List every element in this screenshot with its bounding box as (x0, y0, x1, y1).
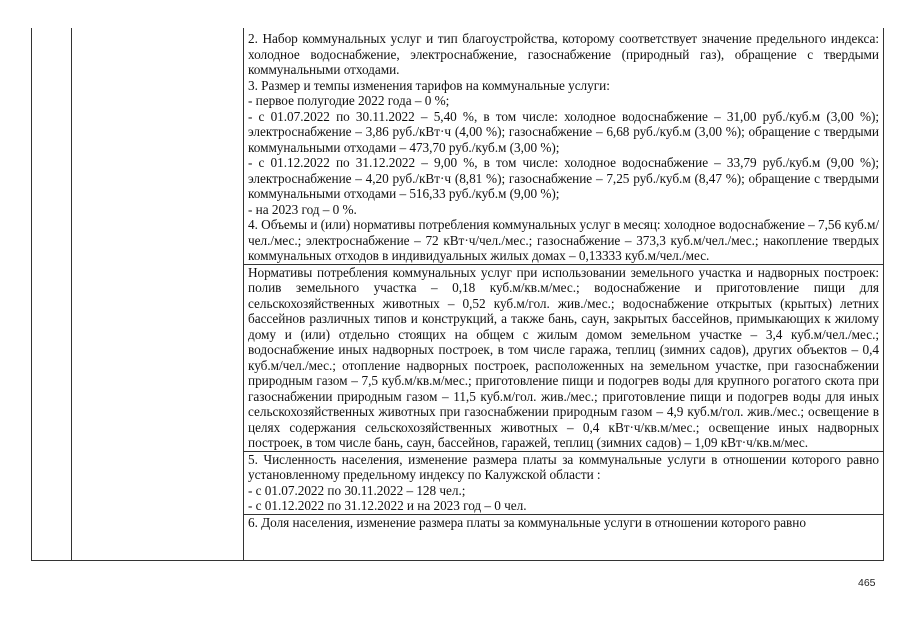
paragraph-land-norms: Нормативы потребления коммунальных услуг при использовании земельного участка и надворных построек: полив земельного участка – 0,18 куб.м/кв.м/мес.; водоснабжение и приготовление пищи для сельскохозяйственных животных – 0,52 куб.м/гол. жив./мес.; водоснабжение открытых (крытых) летних бассейнов различных типов и конструкций, а также бань, саун, закрытых бассейнов, примыкающих к жилому дому и (или) отдельно стоящих на общем с жилым домом земельном участке – 3,4 куб.м/чел./мес.; водоснабжение иных надворных построек, в том числе гаража, теплиц (зимних садов), других объектов – 0,4 куб.м/чел./мес.; отопление надворных построек, расположенных на земельном участке, при газоснабжении природным газом – 7,5 куб.м/кв.м/мес.; приготовление пищи и подогрев воды для крупного рогатого скота при газоснабжении природным газом – 11,5 куб.м/гол. жив./мес.; приготовление пищи и подогрев воды для иных сельскохозяйственных животных при газоснабжении природным газом – 4,9 куб.м/гол. жив./мес.; освещение в целях содержания сельскохозяйственных животных – 0,4 кВт·ч/кв.м/мес.; освещение иных надворных построек, в том числе бань, саун, бассейнов, гаражей, теплиц (зимних садов) – 1,09 кВт·ч/кв.м/мес. (248, 264, 879, 450)
document-table (31, 28, 884, 561)
paragraph-2023: - на 2023 год – 0 %. (248, 201, 357, 217)
table-column-number (32, 28, 72, 560)
paragraph-population-jul-nov: - с 01.07.2022 по 30.11.2022 – 128 чел.; (248, 482, 466, 498)
paragraph-item-2: 2. Набор коммунальных услуг и тип благоустройства, которому соответствует значение предельного индекса: холодное водоснабжение, электроснабжение, газоснабжение (природный газ), обращение с твердыми коммунальными отходами. (248, 31, 879, 77)
paragraph-tariffs-dec-2022: - с 01.12.2022 по 31.12.2022 – 9,00 %, в том числе: холодное водоснабжение – 33,79 руб./куб.м (9,00 %); электроснабжение – 4,20 руб./кВт·ч (8,81 %); газоснабжение – 7,25 руб./куб.м (8,47 %); обращение с твердыми коммунальными отходами – 516,33 руб./куб.м (9,00 %); (248, 155, 879, 201)
paragraph-population-dec-2023: - с 01.12.2022 по 31.12.2022 и на 2023 год – 0 чел. (248, 498, 527, 513)
page-number: 465 (858, 577, 876, 589)
paragraph-tariffs-jul-nov-2022: - с 01.07.2022 по 30.11.2022 – 5,40 %, в том числе: холодное водоснабжение – 31,00 руб./куб.м (3,00 %); электроснабжение – 3,86 руб./кВт·ч (4,00 %); газоснабжение – 6,68 руб./куб.м (3,00 %); обращение с твердыми коммунальными отходами – 473,70 руб./куб.м (3,00 %); (248, 108, 879, 155)
table-column-name (72, 28, 244, 560)
paragraph-item-4: 4. Объемы и (или) нормативы потребления коммунальных услуг в месяц: холодное водоснабжение – 7,56 куб.м/чел./мес.; электроснабжение – 72 кВт·ч/чел./мес.; газоснабжение – 373,3 куб.м/чел./мес.; накопление твердых коммунальных отходов в индивидуальных жилых домах – 0,13333 куб.м/чел./мес. (248, 217, 879, 263)
paragraph-first-half-2022: - первое полугодие 2022 года – 0 %; (248, 93, 450, 108)
paragraph-item-5: 5. Численность населения, изменение размера платы за коммунальные услуги в отношении которого равно установленному предельному индексу по Калужской области : (248, 451, 879, 482)
paragraph-item-6: 6. Доля населения, изменение размера платы за коммунальные услуги в отношении которого равно (248, 514, 806, 530)
paragraph-item-3: 3. Размер и темпы изменения тарифов на коммунальные услуги: (248, 77, 610, 93)
table-column-content (244, 28, 883, 560)
